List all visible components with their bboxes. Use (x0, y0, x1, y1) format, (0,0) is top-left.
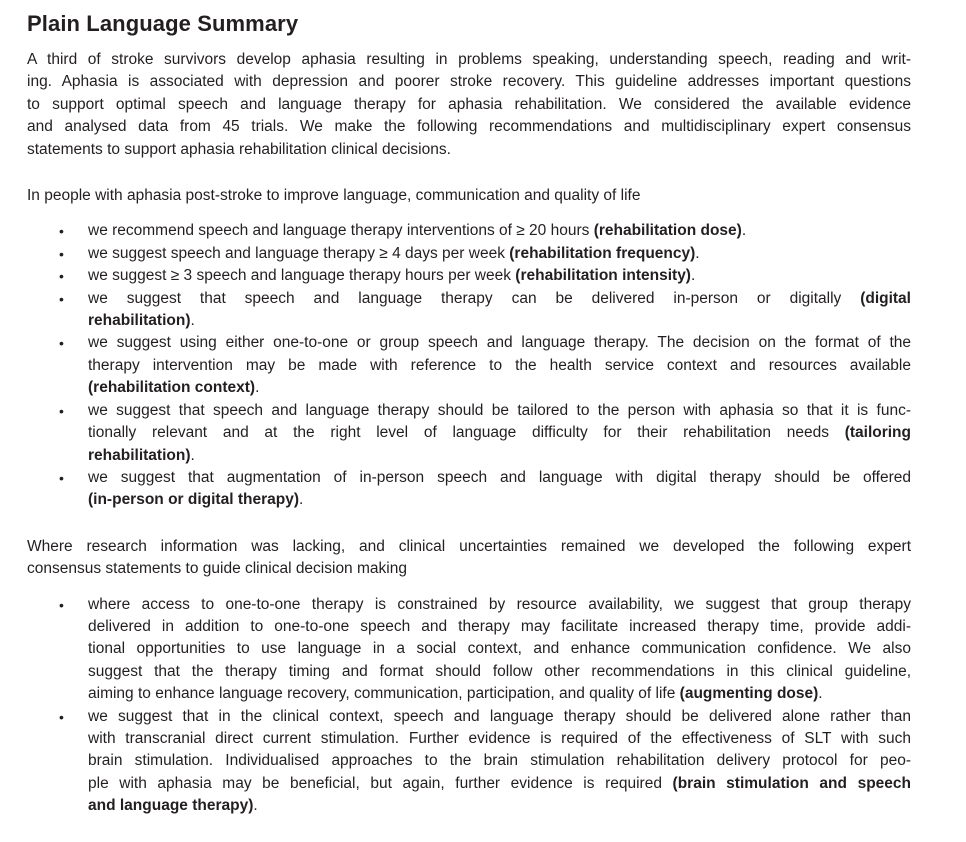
list-item-text (88, 243, 911, 265)
consensus-list (27, 594, 911, 818)
text-line (88, 355, 911, 377)
body-text: . (190, 446, 195, 464)
emphasized-text: (rehabilitation intensity) (515, 267, 691, 285)
text-line (88, 795, 911, 817)
emphasized-text: (augmenting dose) (679, 685, 819, 703)
body-text: A third of stroke survivors develop aphasia resulting in problems speaking, understanding speech, reading and writ- (27, 51, 911, 68)
text-line (88, 220, 911, 242)
text-line (88, 288, 911, 310)
body-text: . (741, 222, 747, 240)
body-text: suggest that the therapy timing and format should follow other recommendations in this clinical guideline, (88, 662, 911, 680)
text-line (88, 638, 911, 660)
list-item-text (88, 288, 911, 333)
body-text: we suggest that speech and language therapy should be tailored to the person with aphasia so that it is func- (88, 401, 911, 419)
consensus-lead-in (27, 536, 911, 581)
body-text: we recommend speech and language therapy interventions of ≥ 20 hours (88, 222, 594, 240)
body-text: Where research information was lacking, and clinical uncertainties remained we developed the following expert (27, 537, 911, 555)
body-text: to support optimal speech and language therapy for aphasia rehabilitation. We considered the available evidence (27, 95, 911, 113)
body-text: statements to support aphasia rehabilitation clinical decisions. (27, 140, 451, 158)
list-item (27, 594, 911, 706)
emphasized-text: (brain stimulation and speech (672, 774, 911, 792)
emphasized-text: (in-person or digital therapy) (88, 491, 299, 509)
text-line (88, 265, 911, 287)
list-item-text (88, 706, 911, 818)
document-body (27, 49, 911, 818)
list-item (27, 467, 911, 512)
bullet-icon: • (59, 268, 64, 285)
body-text: aiming to enhance language recovery, communication, participation, and quality of life (88, 685, 680, 703)
body-text: ple with aphasia may be beneficial, but again, further evidence is required (88, 774, 673, 792)
recommendations-lead-in (27, 185, 911, 207)
text-line (88, 445, 911, 467)
body-text: therapy intervention may be made with reference to the health service context and resources available (88, 356, 911, 374)
body-text: . (255, 379, 260, 397)
list-item (27, 706, 911, 818)
bullet-icon: • (59, 223, 64, 240)
text-line (88, 467, 911, 489)
body-text: . (695, 244, 700, 262)
bullet-icon: • (59, 335, 64, 352)
text-line (27, 139, 911, 161)
list-item-text (88, 467, 911, 512)
emphasized-text: rehabilitation) (88, 312, 191, 330)
list-item-text (88, 220, 911, 242)
text-line (27, 49, 911, 71)
body-text: brain stimulation. Individualised approaches to the brain stimulation rehabilitation delivery protocol for peo- (88, 752, 911, 770)
text-line (88, 422, 911, 444)
text-line (88, 310, 911, 332)
text-line (27, 558, 911, 580)
text-line (88, 377, 911, 399)
list-item-text (88, 332, 911, 399)
body-text: delivered in addition to one-to-one speech and therapy may facilitate increased therapy time, provide addi- (88, 617, 911, 635)
text-line (88, 400, 911, 422)
emphasized-text: (rehabilitation frequency) (509, 244, 696, 262)
body-text: with transcranial direct current stimulation. Further evidence is required of the effectiveness of SLT with such (88, 729, 911, 747)
body-text: we suggest that augmentation of in-person speech and language with digital therapy should be offered (88, 468, 911, 486)
body-text: . (298, 491, 304, 509)
text-line (88, 728, 911, 750)
text-line (27, 116, 911, 138)
body-text: ing. Aphasia is associated with depression and poorer stroke recovery. This guideline addresses important questions (27, 73, 911, 91)
list-item (27, 288, 911, 333)
bullet-icon: • (59, 596, 64, 613)
text-line (88, 594, 911, 616)
text-line (88, 616, 911, 638)
emphasized-text: (rehabilitation dose) (593, 222, 742, 240)
body-text: . (253, 797, 258, 815)
body-text: tionally relevant and at the right level of language difficulty for their rehabilitation needs (88, 424, 845, 442)
text-line (88, 332, 911, 354)
body-text: we suggest using either one-to-one or group speech and language therapy. The decision on the format of the (88, 334, 911, 352)
text-line (27, 536, 911, 558)
list-item-text (88, 400, 911, 467)
text-line (88, 661, 911, 683)
recommendations-list (27, 220, 911, 511)
text-line (27, 185, 911, 207)
text-line (88, 683, 911, 705)
list-item (27, 400, 911, 467)
list-item (27, 332, 911, 399)
text-line (88, 750, 911, 772)
body-text: tional opportunities to use language in a social context, and enhance communication confidence. We also (88, 640, 911, 658)
body-text: we suggest that speech and language therapy can be delivered in-person or digitally (88, 289, 861, 307)
bullet-icon: • (59, 402, 64, 419)
intro-paragraph (27, 49, 911, 161)
bullet-icon: • (59, 290, 64, 307)
body-text: where access to one-to-one therapy is constrained by resource availability, we suggest that group therapy (88, 595, 911, 613)
list-item (27, 243, 911, 265)
text-line (88, 489, 911, 511)
body-text: In people with aphasia post-stroke to improve language, communication and quality of life (27, 187, 641, 205)
emphasized-text: (digital (860, 289, 911, 307)
list-item (27, 265, 911, 287)
text-line (27, 94, 911, 116)
bullet-icon: • (59, 469, 64, 486)
page-title: Plain Language Summary (27, 11, 299, 36)
body-text: . (818, 685, 823, 703)
emphasized-text: (rehabilitation context) (88, 379, 256, 397)
body-text: consensus statements to guide clinical decision making (27, 560, 407, 578)
body-text: we suggest that in the clinical context, speech and language therapy should be delivered alone rather than (88, 707, 911, 725)
list-item-text (88, 265, 911, 287)
body-text: . (690, 267, 696, 285)
body-text: we suggest speech and language therapy ≥ 4 days per week (88, 244, 510, 262)
text-line (27, 71, 911, 93)
emphasized-text: (tailoring (844, 424, 911, 442)
list-item (27, 220, 911, 242)
emphasized-text: and language therapy) (88, 797, 254, 815)
body-text: . (190, 312, 195, 330)
text-line (88, 773, 911, 795)
text-line (88, 243, 911, 265)
bullet-icon: • (59, 708, 64, 725)
body-text: we suggest ≥ 3 speech and language therapy hours per week (88, 267, 516, 285)
body-text: and analysed data from 45 trials. We make the following recommendations and multidisciplinary expert consensus (27, 118, 911, 136)
emphasized-text: rehabilitation) (88, 446, 191, 464)
text-line (88, 706, 911, 728)
list-item-text (88, 594, 911, 706)
bullet-icon: • (59, 245, 64, 262)
